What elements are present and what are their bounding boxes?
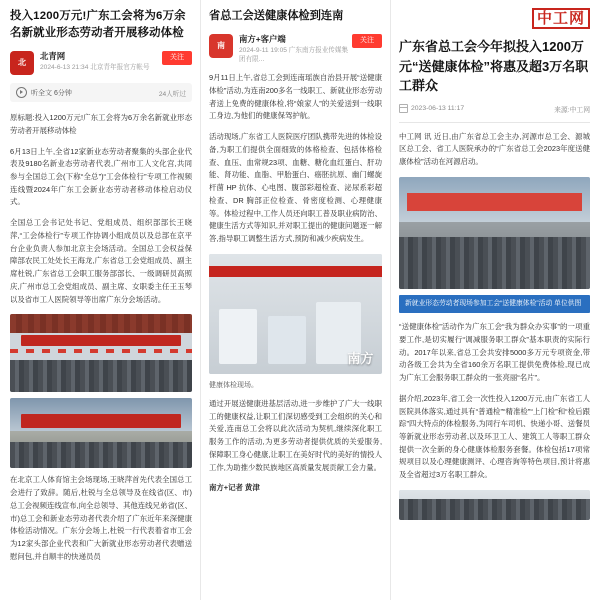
avatar: 北 bbox=[10, 51, 34, 75]
account-meta: 2024-9-11 19:05 广东南方报业传媒集团有限... bbox=[239, 47, 349, 63]
account-row bbox=[209, 34, 382, 64]
article-meta bbox=[399, 104, 590, 114]
audio-play-label: 听全文 6分钟 bbox=[31, 89, 72, 97]
account-meta: 2024-6-13 21:34 北京青年报官方帐号 bbox=[40, 63, 150, 71]
mobile-checkup-vehicle-photo bbox=[399, 177, 590, 289]
publish-date: 2023-06-13 11:17 bbox=[411, 105, 465, 113]
article-column-right bbox=[390, 0, 600, 600]
paragraph: 活动现场,广东省工人医院医疗团队携带先进的体检设备,为职工们提供全面细致的体格检查、包括体格检查、血压、血常规23项、血糖、糖化血红蛋白、肝功能、肾功能、血脂、甲胎蛋白、癌胚抗原、幽门螺旋杆菌 HP 抗体、心电图、腹部彩超检查、泌尿系彩超检查、DR 胸部正位检查、骨密度检测、心理健康等。体检过程中,工作人员还向职工普及职业病防治、健康生活方式等知识,并对职工提出的健康问题逐一解答,指导职工调整生活方式,预防和减少疾病发生。 bbox=[209, 132, 382, 244]
byline: 南方+记者 黄津 bbox=[209, 483, 260, 493]
photo-caption-bar: 新就业形态劳动者现场参加工会“送健康体检”活动 单位供图 bbox=[399, 295, 590, 313]
page-title: 投入1200万元!广东工会将为6万余名新就业形态劳动者开展移动体检 bbox=[10, 10, 186, 39]
calendar-icon bbox=[399, 104, 408, 113]
paragraph: 原标题:投入1200万元!广东工会将为6万余名新就业形态劳动者开展移动体检 bbox=[10, 113, 192, 135]
avatar: 南 bbox=[209, 34, 233, 58]
photo-watermark: 南方 bbox=[347, 350, 374, 366]
paragraph: “送健康体检”活动作为广东工会“我为群众办实事”的一项重要工作,是切实履行“调减服务职工群众”基本职责的实际行动。2017年以来,省总工会共安排5000多万元专项资金,带动各级工会共为全省160余万名职工提供免费体检,现已成为广东工会服务职工群众的一张亮丽“名片”。 bbox=[399, 322, 590, 383]
paragraph: 9月11日上午,省总工会到连南瑶族自治县开展“送健康体检”活动,为连南200多名一线职工、新就业形态劳动者送上免费的健康体检,将“娘家人”的关爱送到一线职工身边,为他们的健康保驾护航。 bbox=[209, 73, 382, 121]
audio-player-bar[interactable] bbox=[10, 83, 192, 102]
stage-banner-photo bbox=[10, 398, 192, 468]
site-header bbox=[399, 8, 590, 29]
divider bbox=[399, 122, 590, 123]
paragraph: 据介绍,2023年,省工会一次性投入1200万元,由广东省工人医院具体落实,通过具有“普通检”“精准检”“上门检”和“检后跟踪”四大特点的体检服务,为同行车司机、快递小哥、送餐员等新就业形态劳动者,以及环卫工人、建筑工人等职工群众提供一次全新的身心健康体检服务套餐。体检包括17项常规项目以及心理健康测评、心理咨询等特色项目,预计将惠及全省超过3万名职工群众。 bbox=[399, 393, 590, 480]
play-icon[interactable] bbox=[16, 87, 27, 98]
article-source: 来源:中工网 bbox=[554, 106, 590, 114]
paragraph: 6月13日上午,全省12家新业态劳动者聚集的头部企业代表及9180名新业态劳动者代表,广州市工人文化宫,共同参与全国总工会(下称“全总”)“工会体检行”专项工作视频连线暨2024年广东工会新业态劳动者移动体检启动仪式。 bbox=[10, 146, 192, 207]
paragraph: 中工网 讯 近日,由广东省总工会主办,河源市总工会、源城区总工会、省工人医院承办的“广东省总工会2023年度送健康体检”活动在河源启动。 bbox=[399, 131, 590, 167]
follow-button[interactable]: 关注 bbox=[162, 51, 192, 65]
paragraph: 全国总工会书记处书记、党组成员、组织部部长王晓萍,“工会体检行”专项工作协调小组成员以及总部在京平台企业负责人参加北京主会场活动。全国总工会权益保障部农民工处处长王海龙,广东省总工会党组成员、副主席杜锐,广东省总工会职工服务部部长、一级调研员高照庆,广州市总工会党组成员、副主席、女职委主任王玉琴以及省市工人医院领导等出席广东分会场活动。 bbox=[10, 218, 192, 304]
ceremony-photo bbox=[10, 314, 192, 392]
health-check-photo-1 bbox=[209, 254, 382, 374]
article-column-middle bbox=[200, 0, 390, 600]
account-name[interactable]: 北青网 bbox=[40, 51, 66, 62]
paragraph: 通过开展送健康进基层活动,进一步维护了广大一线职工的健康权益,让职工们深切感受到工会组织的关心和关爱,连南总工会将以此次活动为契机,继续深化职工服务工作的活动,为更多劳动者提供优质的关爱服务,保障职工身心健康,让职工在美好时代的美好的情投人工作,为助推少数民族地区高质量发展贡献工会力量。 bbox=[209, 398, 382, 472]
account-row bbox=[10, 51, 192, 75]
article-title-right: 广东省总工会今年拟投入1200万元“送健康体检”将惠及超3万名职工群众 bbox=[399, 39, 589, 94]
checkup-queue-photo bbox=[399, 490, 590, 520]
photo-caption: 健康体检现场。 bbox=[209, 381, 258, 389]
audio-listener-count: 24人听过 bbox=[158, 90, 186, 98]
article-column-left bbox=[0, 0, 200, 600]
article-title-middle: 省总工会送健康体检到连南 bbox=[209, 10, 344, 22]
account-name[interactable]: 南方+客户端 bbox=[239, 34, 286, 45]
site-logo[interactable]: 中工网 bbox=[532, 8, 590, 29]
follow-button[interactable]: 关注 bbox=[352, 34, 382, 48]
paragraph: 在北京工人体育馆主会场现场,王晓萍首先代表全国总工会进行了致辞。随后,杜锐与全总领导及在线省(区、市)总工会视频连线宣布,向全总领导、其他连线兄弟省(区、市)总工会和新业态劳动者代表介绍了广东近年来深健康体检活动情况。广东分会场上,杜锐一行代表着省市工会为12家头部企业代表和广大新就业形态劳动者代表赠送慰问包,并自顺丰的快递员员 bbox=[10, 475, 192, 561]
